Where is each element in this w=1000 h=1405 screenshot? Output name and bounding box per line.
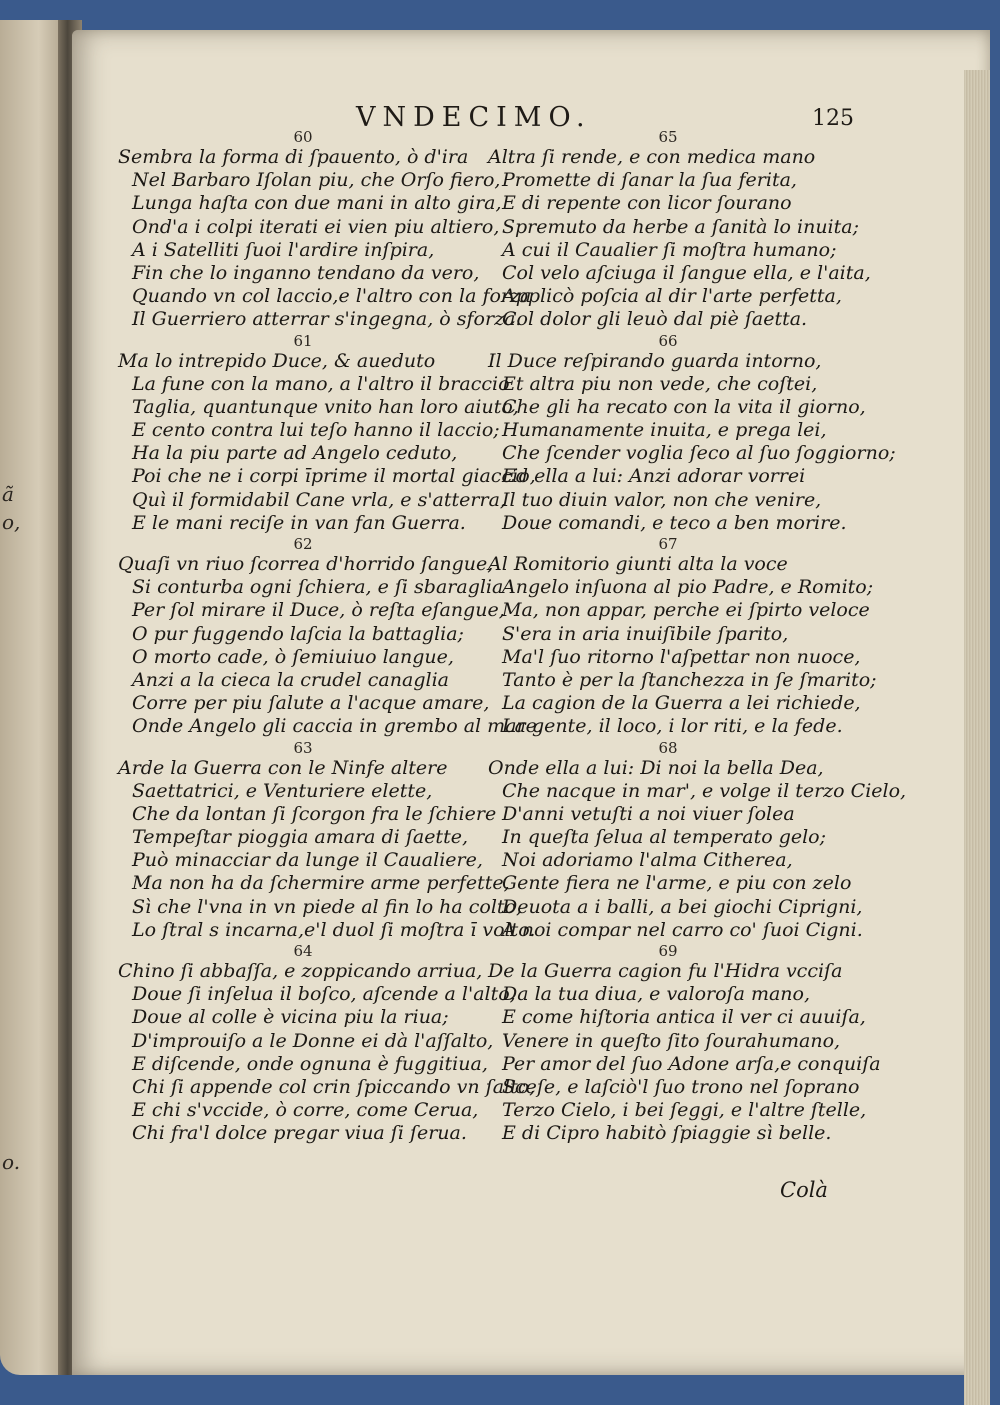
verse-line: Saettatrici, e Venturiere elette, [132, 779, 433, 802]
verse-line: Promette di ſanar la ſua ferita, [502, 169, 797, 192]
verse-line: Ond'a i colpi iterati ei vien piu altiero, [132, 215, 500, 238]
verse-line: Sembra la forma di ſpauento, ò d'ira [118, 146, 469, 168]
verse-line: A noi compar nel carro co' ſuoi Cigni. [502, 918, 863, 941]
verse-line: Al Romitorio giunti alta la voce [488, 553, 788, 575]
verse-line: Angelo inſuona al pio Padre, e Romito; [502, 576, 874, 599]
verse-line: Col dolor gli leuò dal piè ſaetta. [502, 308, 808, 331]
verse-line: D'anni vetuſti a noi viuer ſolea [502, 802, 795, 825]
verse-line: Poi che ne i corpi īprime il mortal giaccio, [132, 465, 536, 488]
stanza-number: 68 [658, 738, 678, 757]
verse-line: In queſta ſelua al temperato gelo; [502, 826, 827, 849]
verse-line: Da la tua diua, e valoroſa mano, [502, 983, 811, 1006]
verse-line: Doue ſi inſelua il boſco, aſcende a l'alto, [132, 983, 516, 1006]
stanza [488, 942, 881, 1146]
verse-line: Quì il formidabil Cane vrla, e s'atterra, [132, 488, 506, 511]
verse-line: A cui il Caualier ſi moſtra humano; [502, 238, 837, 261]
verse-line: Può minacciar da lunge il Caualiere, [132, 849, 483, 872]
verse-line: De la Guerra cagion fu l'Hidra vcciſa [488, 960, 843, 982]
verse-line: Sì che l'vna in vn piede al fin lo ha colto, [132, 895, 523, 918]
right-column [488, 128, 907, 1146]
running-title: VNDECIMO. [356, 102, 592, 133]
verse-line: La gente, il loco, i lor riti, e la fede. [502, 715, 843, 738]
stanza-number: 67 [658, 535, 678, 553]
verse-line: Tempeſtar pioggia amara di ſaette, [132, 826, 468, 849]
page-edge-stack [964, 70, 990, 1405]
stanza [488, 535, 877, 739]
verse-line: Lo ſtral s incarna,e'l duol ſi moſtra ī volto. [132, 918, 536, 941]
verse-line: Onde ella a lui: Di noi la bella Dea, [488, 756, 824, 779]
page-number: 125 [812, 106, 854, 131]
stanza [118, 128, 532, 332]
verse-line: E di Cipro habitò ſpiaggie sì belle. [502, 1122, 832, 1145]
verse-line: La fune con la mano, a l'altro il braccio [132, 372, 510, 395]
verse-line: Et altra piu non vede, che coſtei, [502, 372, 818, 395]
verse-line: S'era in aria inuiſibile ſparito, [502, 622, 789, 645]
verse-line: E come hiſtoria antica il ver ci auuiſa, [502, 1006, 866, 1029]
stanza-number: 60 [293, 128, 313, 146]
verse-line: Che da lontan ſi ſcorgon fra le ſchiere [132, 802, 497, 825]
verse-line: Altra ſi rende, e con medica mano [488, 146, 816, 168]
verse-line: Col velo aſciuga il ſangue ella, e l'aita, [502, 261, 871, 284]
verse-line: Per ſol mirare il Duce, ò reſta eſangue, [132, 599, 505, 622]
left-margin-fragment: o. [2, 1150, 21, 1174]
verse-line: Doue al colle è vicina piu la riua; [132, 1006, 449, 1029]
verse-line: E chi s'vccide, ò corre, come Ceruа, [132, 1099, 479, 1122]
verse-line: Quando vn col laccio,e l'altro con la forza [132, 285, 532, 308]
verse-line: Il tuo diuin valor, non che venire, [502, 488, 822, 511]
verse-line: Humanamente inuita, e prega lei, [502, 419, 827, 442]
stanza-number: 66 [658, 331, 678, 350]
verse-line: Per amor del ſuo Adone arſa,e conquiſa [502, 1052, 881, 1075]
verse-line: Si conturba ogni ſchiera, e ſi sbaraglia [132, 576, 504, 599]
verse-line: Onde Angelo gli caccia in grembo al mare. [132, 715, 543, 738]
verse-line: Corre per piu ſalute a l'acque amare, [132, 692, 490, 715]
stanza [488, 738, 907, 943]
verse-line: O morto cade, ò ſemiuiuo langue, [132, 645, 454, 668]
stanza-number: 62 [293, 535, 313, 553]
verse-line: D'improuiſo a le Donne ei dà l'aſſalto, [132, 1029, 494, 1052]
stanza-number: 65 [658, 128, 678, 146]
stanza-number: 69 [658, 942, 678, 960]
verse-line: Taglia, quantunque vnito han loro aiuto, [132, 395, 519, 418]
stanza [118, 738, 536, 943]
verse-line: Il Guerriero atterrar s'ingegna, ò sforza. [132, 308, 522, 331]
verse-line: E di repente con licor ſourano [502, 192, 792, 215]
catchword: Colà [780, 1178, 828, 1202]
verse-line: Deuota a i balli, a bei giochi Ciprigni, [502, 895, 863, 918]
left-column [118, 128, 543, 1146]
verse-line: Ha la piu parte ad Angelo ceduto, [132, 442, 458, 465]
verse-line: Che ſcender voglia ſeco al ſuo ſoggiorno; [502, 442, 896, 465]
stanza-number: 61 [293, 331, 313, 350]
verse-line: Il Duce reſpirando guarda intorno, [488, 349, 822, 372]
left-margin-fragment: o, [2, 510, 21, 534]
verse-line: Tanto è per la ſtanchezza in ſe ſmarito; [502, 668, 877, 691]
stanza-number: 64 [293, 942, 313, 960]
verse-line: Chino ſi abbaſſa, e zoppicando arriua, [118, 960, 483, 982]
verse-line: Applicò poſcia al dir l'arte perfetta, [502, 285, 842, 308]
verse-line: Chi ſi appende col crin ſpiccando vn ſalto, [132, 1075, 536, 1098]
verse-line: Ma, non appar, perche ei ſpirto veloce [502, 599, 870, 622]
verse-line: E le mani reciſe in van fan Guerra. [132, 511, 466, 534]
verse-line: Noi adoriamo l'alma Citherea, [502, 849, 793, 872]
verse-line: Ed ella a lui: Anzi adorar vorrei [502, 465, 806, 488]
verse-line: Anzi a la cieca la crudel canaglia [132, 668, 449, 691]
verse-line: Spremuto da herbe a ſanità lo inuita; [502, 215, 860, 238]
verse-line: Quaſi vn riuo ſcorrea d'horrido ſangue, [118, 553, 494, 575]
verse-line: A i Satelliti ſuoi l'ardire inſpira, [132, 238, 435, 261]
stanza-number: 63 [293, 738, 313, 757]
left-margin-fragment: ã [2, 482, 14, 506]
verse-line: E cento contra lui teſo hanno il laccio; [132, 419, 500, 442]
verse-line: Sceſe, e laſciò'l ſuo trono nel ſoprano [502, 1075, 860, 1098]
stanza [118, 535, 543, 739]
stanza [118, 331, 536, 536]
verse-line: Arde la Guerra con le Ninfe altere [118, 756, 448, 779]
stanza [118, 942, 536, 1146]
verse-line: O pur fuggendo laſcia la battaglia; [132, 622, 464, 645]
verse-line: Che nacque in mar', e volge il terzo Cielo, [502, 779, 907, 802]
verse-line: Ma non ha da ſchermire arme perfette, [132, 872, 510, 895]
verse-line: Terzo Cielo, i bei ſeggi, e l'altre ſtelle, [502, 1099, 867, 1122]
verse-line: Doue comandi, e teco a ben morire. [502, 511, 847, 534]
verse-line: Che gli ha recato con la vita il giorno, [502, 395, 866, 418]
verse-line: Lunga haſta con due mani in alto gira, [132, 192, 502, 215]
verse-line: La cagion de la Guerra a lei richiede, [502, 692, 861, 715]
verse-line: Venere in queſto ſito ſourahumano, [502, 1029, 841, 1052]
verse-line: Gente fiera ne l'arme, e piu con zelo [502, 872, 852, 895]
verse-line: Ma lo intrepido Duce, & aueduto [118, 349, 436, 372]
verse-line: Ma'l ſuo ritorno l'aſpettar non nuoce, [502, 645, 861, 668]
verse-line: Chi fra'l dolce pregar viua ſi ſerua. [132, 1122, 467, 1145]
verse-line: Nel Barbaro Iſolan piu, che Orſo fiero, [132, 169, 501, 192]
stanza [488, 128, 871, 332]
stanza [488, 331, 896, 536]
verse-line: Fin che lo inganno tendano da vero, [132, 261, 480, 284]
verse-line: E diſcende, onde ognuna è fuggitiua, [132, 1052, 488, 1075]
